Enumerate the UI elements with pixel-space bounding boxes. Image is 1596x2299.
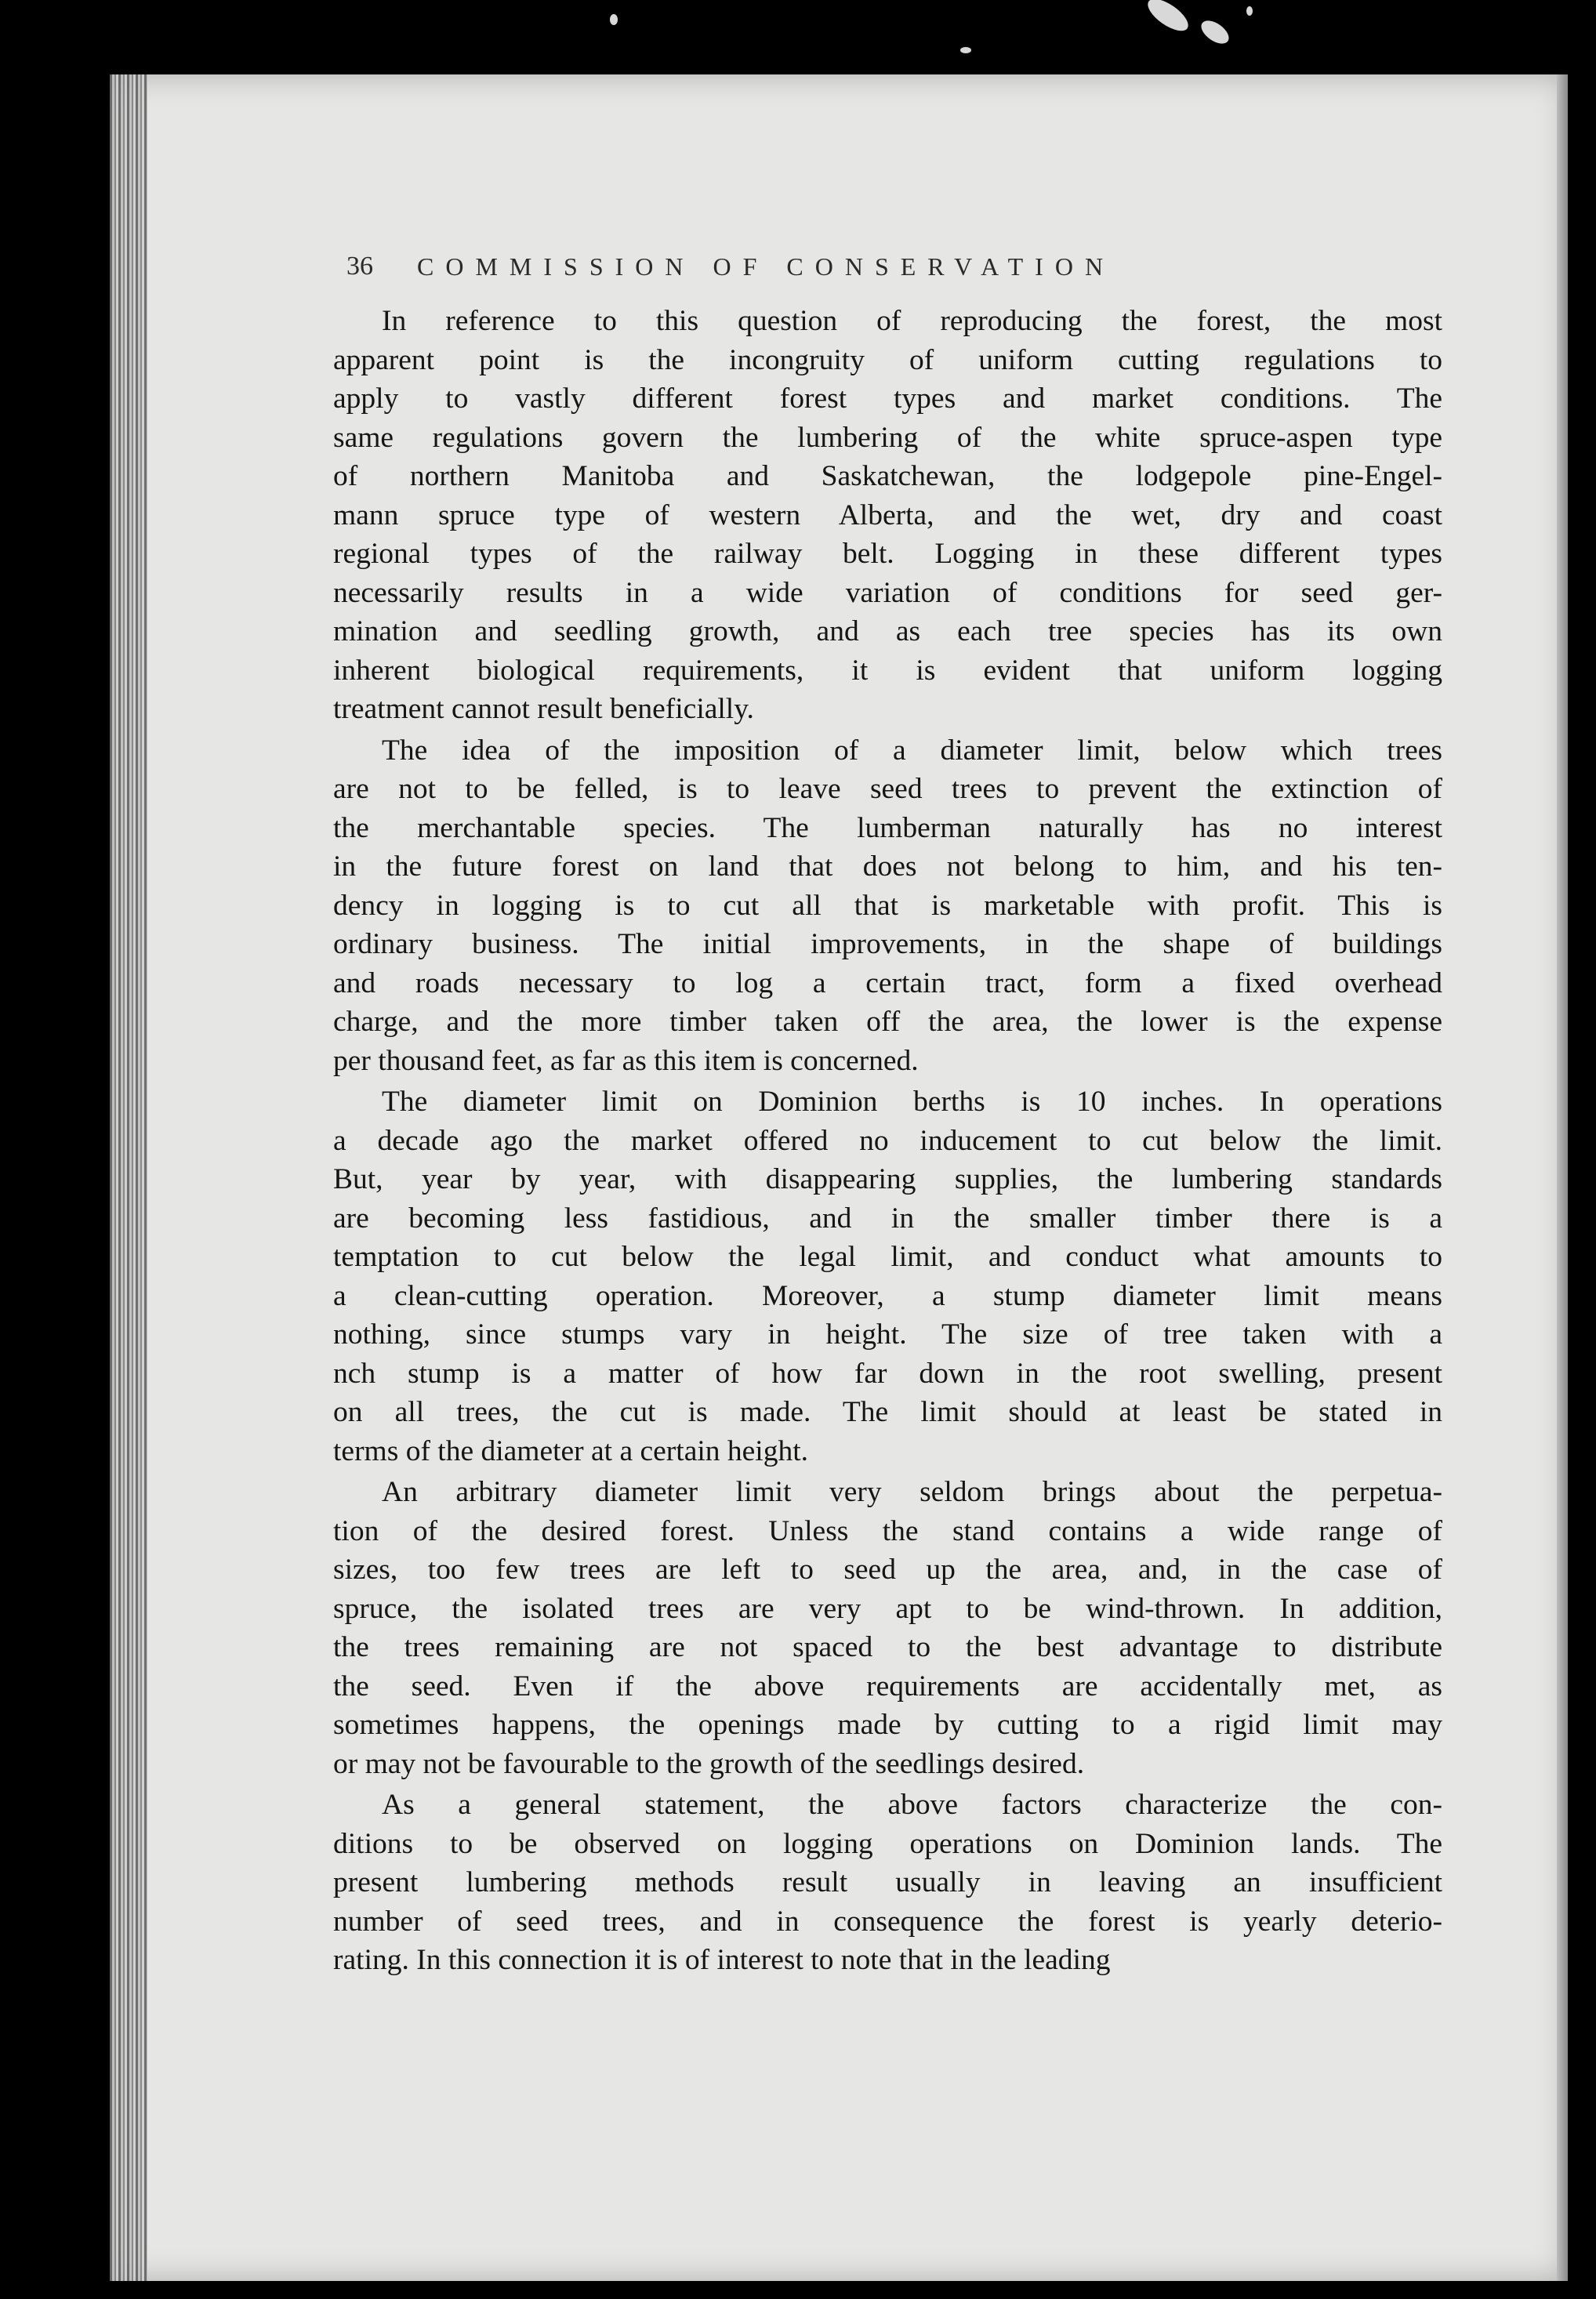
text-line: a clean-cutting operation. Moreover, a stump diameter limit means — [333, 1279, 1442, 1312]
text-line: temptation to cut below the legal limit, and conduct what amounts to — [333, 1241, 1442, 1273]
text-line: the trees remaining are not spaced to the best advantage to distribute — [333, 1631, 1442, 1663]
text-line: regional types of the railway belt. Logging in these different types — [333, 538, 1442, 570]
text-line: In reference to this question of reproducing the forest, the most — [382, 305, 1442, 337]
text-line: are not to be felled, is to leave seed trees to prevent the extinction of — [333, 773, 1442, 805]
text-line: ditions to be observed on logging operations on Dominion lands. The — [333, 1827, 1442, 1860]
text-line: a decade ago the market offered no inducement to cut below the limit. — [333, 1124, 1442, 1157]
text-line: charge, and the more timber taken off the area, the lower is the expense — [333, 1006, 1442, 1038]
text-line: The diameter limit on Dominion berths is 10 inches. In operations — [382, 1086, 1442, 1118]
text-line: apply to vastly different forest types and market conditions. The — [333, 383, 1442, 415]
text-line: An arbitrary diameter limit very seldom brings about the perpetua- — [382, 1476, 1442, 1508]
text-line: spruce, the isolated trees are very apt to be wind-thrown. In addition, — [333, 1592, 1442, 1625]
text-line: and roads necessary to log a certain tract, form a fixed overhead — [333, 966, 1442, 999]
text-line: mination and seedling growth, and as each tree species has its own — [333, 615, 1442, 647]
text-line: number of seed trees, and in consequence the forest is yearly deterio- — [333, 1905, 1442, 1938]
text-line: mann spruce type of western Alberta, and the wet, dry and coast — [333, 499, 1442, 531]
text-line: same regulations govern the lumbering of the white spruce-aspen type — [333, 421, 1442, 454]
text-line: in the future forest on land that does not belong to him, and his ten- — [333, 850, 1442, 883]
text-line: But, year by year, with disappearing supplies, the lumbering standards — [333, 1163, 1442, 1195]
text-line: the seed. Even if the above requirements are accidentally met, as — [333, 1670, 1442, 1702]
scan-speck — [610, 14, 618, 25]
text-line: inherent biological requirements, it is evident that uniform logging — [333, 654, 1442, 687]
text-line: The idea of the imposition of a diameter limit, below which trees — [382, 734, 1442, 767]
running-head — [346, 243, 1287, 290]
text-line: on all trees, the cut is made. The limit should at least be stated in — [333, 1396, 1442, 1428]
text-line: nothing, since stumps vary in height. The size of tree taken with a — [333, 1318, 1442, 1351]
text-line: of northern Manitoba and Saskatchewan, the lodgepole pine-Engel- — [333, 460, 1442, 492]
text-line: necessarily results in a wide variation of conditions for seed ger- — [333, 576, 1442, 609]
text-line: dency in logging is to cut all that is marketable with profit. This is — [333, 889, 1442, 922]
scan-speck — [960, 47, 971, 53]
scan-speck — [1143, 0, 1193, 37]
scan-speck — [1246, 6, 1253, 16]
text-line: or may not be favourable to the growth of the seedlings desired. — [333, 1747, 1085, 1780]
text-line: per thousand feet, as far as this item is concerned. — [333, 1044, 919, 1077]
text-line: apparent point is the incongruity of uniform cutting regulations to — [333, 343, 1442, 376]
text-line: sizes, too few trees are left to seed up the area, and, in the case of — [333, 1554, 1442, 1586]
page-right-edge — [1557, 74, 1568, 2281]
running-head-title: COMMISSION OF CONSERVATION — [417, 252, 1115, 281]
text-line: tion of the desired forest. Unless the stand contains a wide range of — [333, 1514, 1442, 1547]
text-line: nch stump is a matter of how far down in the root swelling, present — [333, 1357, 1442, 1390]
text-line: treatment cannot result beneficially. — [333, 693, 754, 725]
text-line: present lumbering methods result usually in leaving an insufficient — [333, 1866, 1442, 1898]
text-line: sometimes happens, the openings made by cutting to a rigid limit may — [333, 1709, 1442, 1741]
paragraph-gap — [333, 1980, 1442, 1982]
text-line: are becoming less fastidious, and in the smaller timber there is a — [333, 1202, 1442, 1235]
text-line: rating. In this connection it is of interest to note that in the leading — [333, 1944, 1111, 1976]
page-binding-edge — [110, 74, 147, 2281]
page-number: 36 — [346, 252, 373, 281]
text-line: As a general statement, the above factors characterize the con- — [382, 1789, 1442, 1821]
text-line: the merchantable species. The lumberman naturally has no interest — [333, 811, 1442, 844]
text-line: terms of the diameter at a certain height. — [333, 1434, 808, 1467]
body-text — [333, 302, 1442, 1982]
text-line: ordinary business. The initial improvements, in the shape of buildings — [333, 928, 1442, 960]
scan-speck — [1197, 16, 1232, 49]
